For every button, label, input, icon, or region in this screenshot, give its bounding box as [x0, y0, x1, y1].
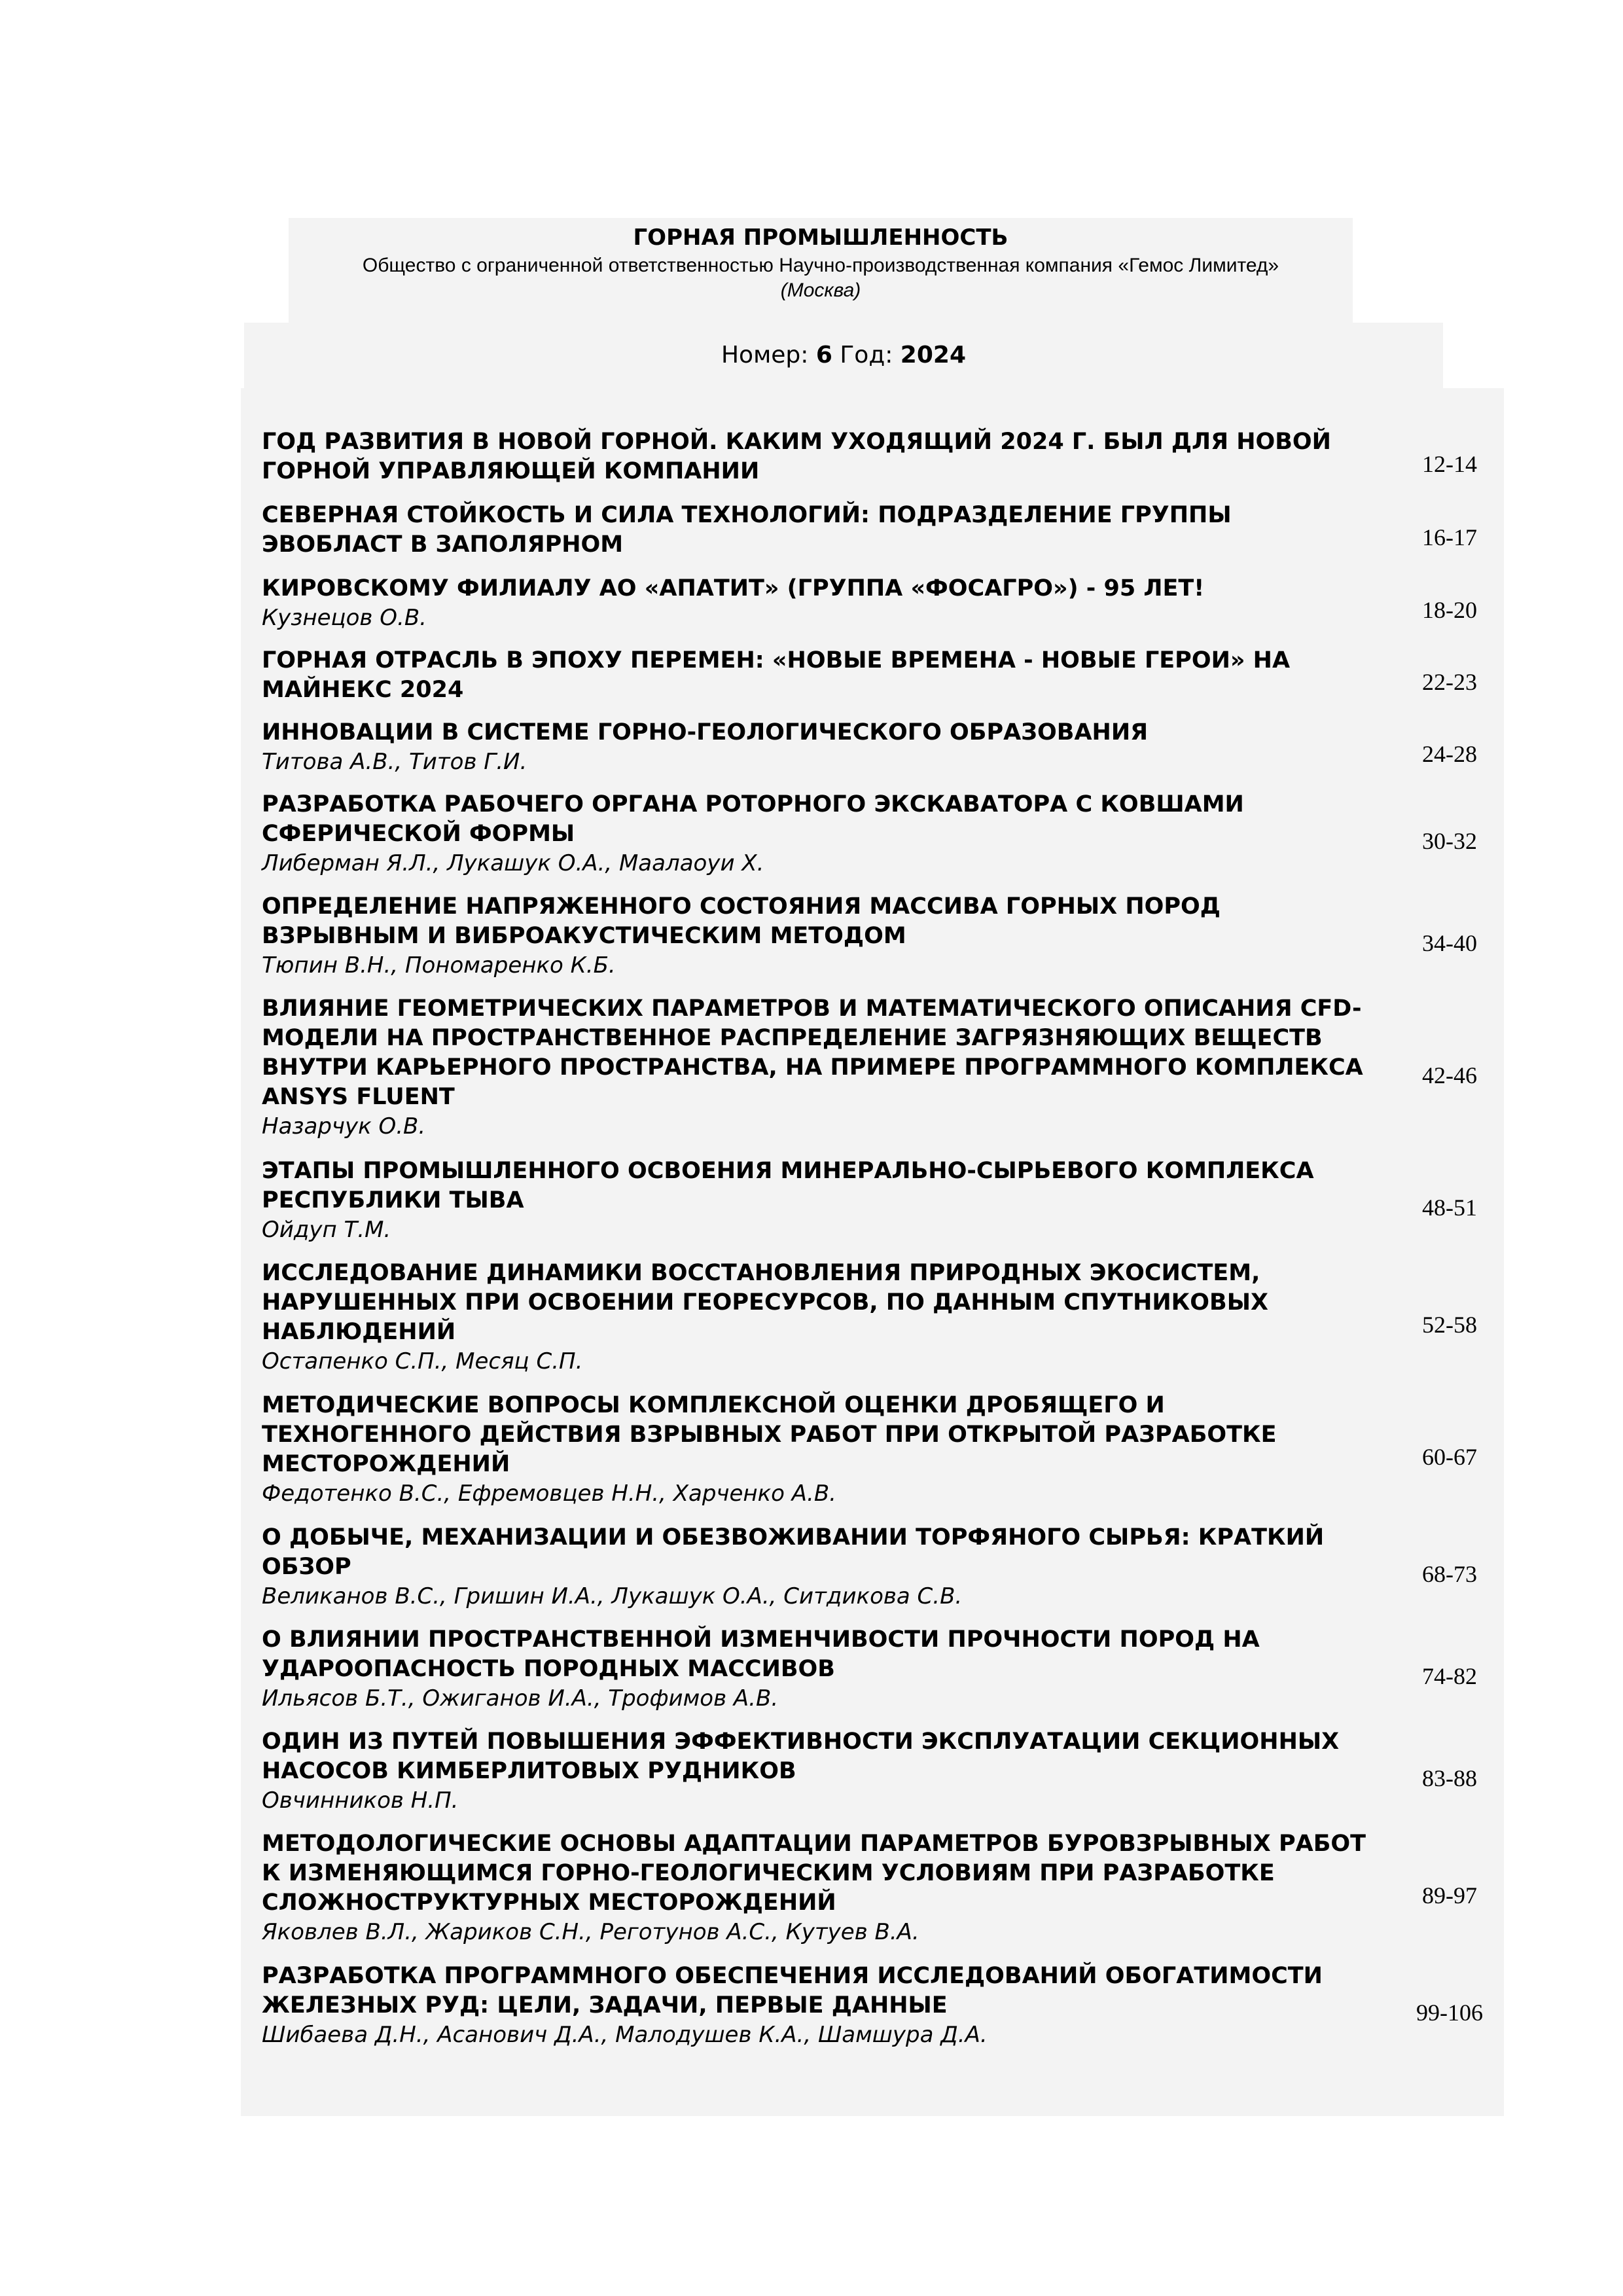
article-pages: 24-28 [1422, 741, 1477, 767]
article-pages: 89-97 [1422, 1882, 1477, 1909]
article-pages: 74-82 [1422, 1663, 1477, 1689]
article-pages: 48-51 [1422, 1194, 1477, 1221]
issue-number: 6 [815, 342, 832, 368]
article-pages: 68-73 [1422, 1561, 1477, 1587]
article-title[interactable]: КИРОВСКОМУ ФИЛИАЛУ АО «АПАТИТ» (ГРУППА «ФОСАГРО») - 95 ЛЕТ! [262, 575, 1205, 601]
toc-entry [262, 1962, 1505, 2064]
toc-entry [262, 892, 1505, 994]
article-pages: 22-23 [1422, 669, 1477, 695]
article-title[interactable]: ГОД РАЗВИТИЯ В НОВОЙ ГОРНОЙ. КАКИМ УХОДЯЩИЙ 2024 Г. БЫЛ ДЛЯ НОВОЙ ГОРНОЙ УПРАВЛЯЮЩЕЙ КОМПАНИИ [262, 429, 1331, 484]
toc-entry [262, 1625, 1505, 1727]
article-authors: Яковлев В.Л., Жариков С.Н., Реготунов А.С., Кутуев В.А. [262, 1919, 919, 1945]
issue-info [244, 323, 1443, 388]
article-title[interactable]: ОДИН ИЗ ПУТЕЙ ПОВЫШЕНИЯ ЭФФЕКТИВНОСТИ ЭКСПЛУАТАЦИИ СЕКЦИОННЫХ НАСОСОВ КИМБЕРЛИТОВЫХ РУДНИКОВ [262, 1729, 1340, 1784]
journal-title: ГОРНАЯ ПРОМЫШЛЕННОСТЬ [633, 224, 1008, 251]
article-pages: 52-58 [1422, 1312, 1477, 1338]
issue-label: Номер: [721, 342, 809, 368]
article-authors: Назарчук О.В. [262, 1113, 426, 1139]
publisher-name: Общество с ограниченной ответственностью Научно-производственная компания «Гемос Лимитед» [362, 255, 1279, 276]
article-title[interactable]: ЭТАПЫ ПРОМЫШЛЕННОГО ОСВОЕНИЯ МИНЕРАЛЬНО-СЫРЬЕВОГО КОМПЛЕКСА РЕСПУБЛИКИ ТЫВА [262, 1158, 1314, 1213]
toc-entry [262, 1727, 1505, 1829]
issue-year: 2024 [900, 342, 966, 368]
article-title[interactable]: ИННОВАЦИИ В СИСТЕМЕ ГОРНО-ГЕОЛОГИЧЕСКОГО ОБРАЗОВАНИЯ [262, 719, 1149, 745]
article-authors: Кузнецов О.В. [262, 605, 427, 631]
article-authors: Федотенко В.С., Ефремовцев Н.Н., Харченко А.В. [262, 1480, 836, 1507]
article-title[interactable]: СЕВЕРНАЯ СТОЙКОСТЬ И СИЛА ТЕХНОЛОГИЙ: ПОДРАЗДЕЛЕНИЕ ГРУППЫ ЭВОБЛАСТ В ЗАПОЛЯРНОМ [262, 502, 1232, 558]
article-pages: 42-46 [1422, 1062, 1477, 1088]
toc-entry [262, 994, 1505, 1157]
toc-entry [262, 718, 1505, 790]
article-authors: Овчинников Н.П. [262, 1787, 459, 1814]
toc-entry [262, 501, 1505, 574]
article-pages: 16-17 [1422, 524, 1477, 550]
article-pages: 12-14 [1422, 451, 1477, 477]
toc-entry [262, 1391, 1505, 1523]
article-title[interactable]: РАЗРАБОТКА ПРОГРАММНОГО ОБЕСПЕЧЕНИЯ ИССЛЕДОВАНИЙ ОБОГАТИМОСТИ ЖЕЛЕЗНЫХ РУД: ЦЕЛИ, ЗАДАЧИ, ПЕРВЫЕ ДАННЫЕ [262, 1963, 1323, 2018]
toc-entry [262, 646, 1505, 718]
issue-line [244, 323, 1443, 388]
journal-header [289, 218, 1353, 323]
toc-entry [262, 427, 1505, 501]
table-of-contents [241, 388, 1504, 2116]
article-title[interactable]: ГОРНАЯ ОТРАСЛЬ В ЭПОХУ ПЕРЕМЕН: «НОВЫЕ ВРЕМЕНА - НОВЫЕ ГЕРОИ» НА МАЙНЕКС 2024 [262, 647, 1291, 703]
article-title[interactable]: РАЗРАБОТКА РАБОЧЕГО ОРГАНА РОТОРНОГО ЭКСКАВАТОРА С КОВШАМИ СФЕРИЧЕСКОЙ ФОРМЫ [262, 791, 1244, 847]
article-title[interactable]: ОПРЕДЕЛЕНИЕ НАПРЯЖЕННОГО СОСТОЯНИЯ МАССИВА ГОРНЫХ ПОРОД ВЗРЫВНЫМ И ВИБРОАКУСТИЧЕСКИМ МЕТОДОМ [262, 893, 1221, 949]
toc-entry [262, 1157, 1505, 1259]
article-title[interactable]: ВЛИЯНИЕ ГЕОМЕТРИЧЕСКИХ ПАРАМЕТРОВ И МАТЕМАТИЧЕСКОГО ОПИСАНИЯ CFD-МОДЕЛИ НА ПРОСТРАНСТВЕННОЕ РАСПРЕДЕЛЕНИЕ ЗАГРЯЗНЯЮЩИХ ВЕЩЕСТВ ВНУТРИ КАРЬЕРНОГО ПРОСТРАНСТВА, НА ПРИМЕРЕ ПРОГРАММНОГО КОМПЛЕКСА ANSYS FLUENT [262, 996, 1363, 1110]
article-authors: Либерман Я.Л., Лукашук О.А., Маалаоуи Х. [262, 850, 764, 876]
toc-entry [262, 790, 1505, 892]
article-authors: Великанов В.С., Гришин И.А., Лукашук О.А., Ситдикова С.В. [262, 1583, 963, 1609]
year-label: Год: [840, 342, 893, 368]
article-pages: 60-67 [1422, 1444, 1477, 1470]
article-pages: 99-106 [1416, 2000, 1483, 2026]
article-authors: Остапенко С.П., Месяц С.П. [262, 1348, 583, 1374]
article-title[interactable]: ИССЛЕДОВАНИЕ ДИНАМИКИ ВОССТАНОВЛЕНИЯ ПРИРОДНЫХ ЭКОСИСТЕМ, НАРУШЕННЫХ ПРИ ОСВОЕНИИ ГЕОРЕСУРСОВ, ПО ДАННЫМ СПУТНИКОВЫХ НАБЛЮДЕНИЙ [262, 1260, 1268, 1345]
article-title[interactable]: О ДОБЫЧЕ, МЕХАНИЗАЦИИ И ОБЕЗВОЖИВАНИИ ТОРФЯНОГО СЫРЬЯ: КРАТКИЙ ОБЗОР [262, 1524, 1325, 1580]
article-pages: 18-20 [1422, 597, 1477, 623]
article-title[interactable]: МЕТОДИЧЕСКИЕ ВОПРОСЫ КОМПЛЕКСНОЙ ОЦЕНКИ ДРОБЯЩЕГО И ТЕХНОГЕННОГО ДЕЙСТВИЯ ВЗРЫВНЫХ РАБОТ ПРИ ОТКРЫТОЙ РАЗРАБОТКЕ МЕСТОРОЖДЕНИЙ [262, 1392, 1277, 1477]
article-pages: 30-32 [1422, 828, 1477, 854]
article-authors: Шибаева Д.Н., Асанович Д.А., Малодушев К.А., Шамшура Д.А. [262, 2022, 988, 2048]
publisher-city: (Москва) [780, 279, 861, 301]
article-title[interactable]: О ВЛИЯНИИ ПРОСТРАНСТВЕННОЙ ИЗМЕНЧИВОСТИ ПРОЧНОСТИ ПОРОД НА УДАРООПАСНОСТЬ ПОРОДНЫХ МАССИВОВ [262, 1626, 1260, 1682]
toc-entry [262, 1259, 1505, 1391]
article-title[interactable]: МЕТОДОЛОГИЧЕСКИЕ ОСНОВЫ АДАПТАЦИИ ПАРАМЕТРОВ БУРОВЗРЫВНЫХ РАБОТ К ИЗМЕНЯЮЩИМСЯ ГОРНО-ГЕОЛОГИЧЕСКИМ УСЛОВИЯМ ПРИ РАЗРАБОТКЕ СЛОЖНОСТРУКТУРНЫХ МЕСТОРОЖДЕНИЙ [262, 1831, 1366, 1916]
article-authors: Титова А.В., Титов Г.И. [262, 749, 527, 775]
article-pages: 34-40 [1422, 930, 1477, 956]
article-authors: Тюпин В.Н., Пономаренко К.Б. [262, 952, 616, 978]
article-pages: 83-88 [1422, 1765, 1477, 1791]
toc-entry [262, 1829, 1505, 1962]
toc-entry [262, 574, 1505, 646]
article-authors: Ильясов Б.Т., Ожиганов И.А., Трофимов А.В. [262, 1685, 779, 1712]
toc-entry [262, 1523, 1505, 1625]
article-authors: Ойдуп Т.М. [262, 1217, 391, 1243]
